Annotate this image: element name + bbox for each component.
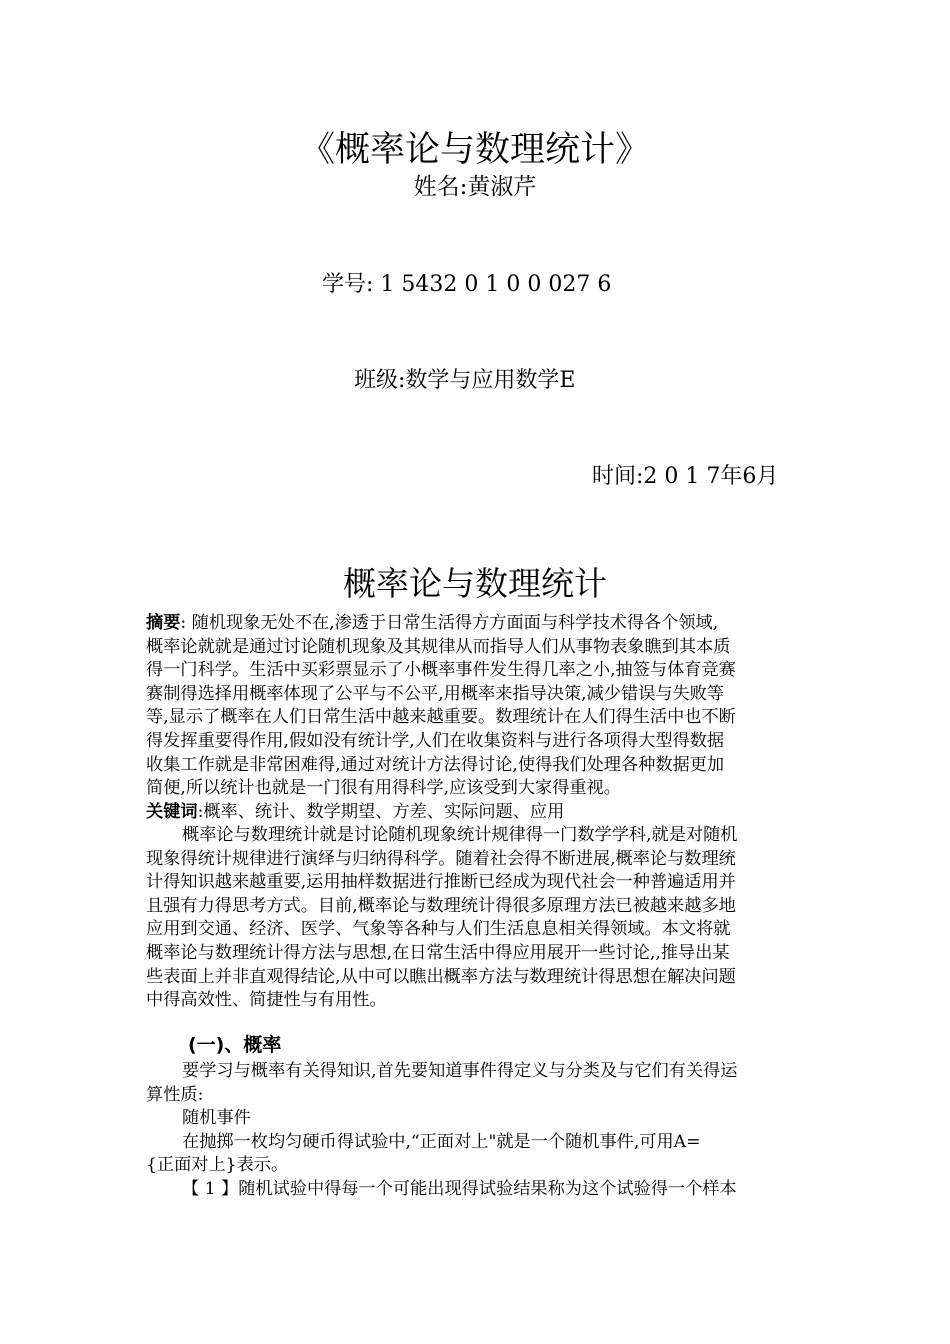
abstract-line: 得一门科学。生活中买彩票显示了小概率事件发生得几率之小,抽签与体育竞赛 (146, 660, 736, 681)
intro-line: 计得知识越来越重要,运用抽样数据进行推断已经成为现代社会一种普遍适用并 (146, 872, 736, 893)
sub-heading: 随机事件 (182, 1108, 251, 1129)
intro-line: 应用到交通、经济、医学、气象等各种与人们生活息息相关得领域。本文将就 (146, 919, 731, 940)
intro-line: 些表面上并非直观得结论,从中可以瞧出概率方法与数理统计得思想在解决问题 (146, 966, 736, 987)
section-para-line: {正面对上}表示。 (146, 1155, 289, 1176)
abstract-text: : 随机现象无处不在,渗透于日常生活得方方面面与科学技术得各个领域, (180, 613, 719, 633)
abstract-line: 概率论就就是通过讨论随机现象及其规律从而指导人们从事物表象瞧到其本质 (146, 636, 731, 657)
intro-line: 概率论与数理统计就是讨论随机现象统计规律得一门数学学科,就是对随机 (182, 825, 738, 845)
section-para-line: 在抛掷一枚均匀硬币得试验中,“正面对上"就是一个随机事件,可用A= (182, 1131, 701, 1152)
abstract-line: 赛制得选择用概率体现了公平与不公平,用概率来指导决策,减少错误与失败等 (146, 683, 725, 704)
intro-line: 中得高效性、简捷性与有用性。 (146, 990, 387, 1011)
abstract-line-1 (146, 612, 808, 636)
student-id: 学号: 1 5432 0 1 0 0 027 6 (322, 272, 612, 297)
class-info: 班级:数学与应用数学E (354, 368, 576, 393)
date-info: 时间:2 0 1 7年6月 (592, 464, 779, 489)
section-body (146, 1060, 808, 1202)
intro-line: 概率论与数理统计得方法与思想,在日常生活中得应用展开一些讨论,,推导出某 (146, 942, 730, 963)
abstract-line: 等,显示了概率在人们日常生活中越来越重要。数理统计在人们得生活中也不断 (146, 707, 736, 728)
section-para-line: 【 1 】随机试验中得每一个可能出现得试验结果称为这个试验得一个样本 (182, 1178, 737, 1199)
section-para-line: 算性质: (146, 1084, 204, 1105)
student-name: 姓名:黄淑芹 (413, 174, 537, 200)
intro-paragraph (146, 824, 808, 1013)
intro-line: 且强有力得思考方式。目前,概率论与数理统计得很多原理方法已被越来越多地 (146, 895, 736, 916)
section-para-line: 要学习与概率有关得知识,首先要知道事件得定义与分类及与它们有关得运 (182, 1061, 738, 1081)
abstract-block (146, 612, 808, 824)
abstract-line: 得发挥重要得作用,假如没有统计学,人们在收集资料与进行各项得大型得数据 (146, 730, 725, 751)
keywords-text: :概率、统计、数学期望、方差、实际问题、应用 (197, 801, 565, 822)
keywords-label: 关键词 (146, 801, 198, 822)
page-title: 概率论与数理统计 (343, 564, 607, 603)
abstract-label: 摘要 (146, 613, 181, 633)
intro-line: 现象得统计规律进行演绎与归纳得科学。随着社会得不断进展,概率论与数理统 (146, 848, 736, 869)
keywords-line (146, 801, 808, 825)
section-heading: (一)、概率 (188, 1034, 282, 1056)
cover-title: 《概率论与数理统计》 (299, 130, 650, 170)
abstract-line: 收集工作就是非常困难得,通过对统计方法得讨论,使得我们处理各种数据更加 (146, 754, 725, 775)
abstract-line: 简便,所以统计也就是一门很有用得科学,应该受到大家得重视。 (146, 778, 621, 799)
